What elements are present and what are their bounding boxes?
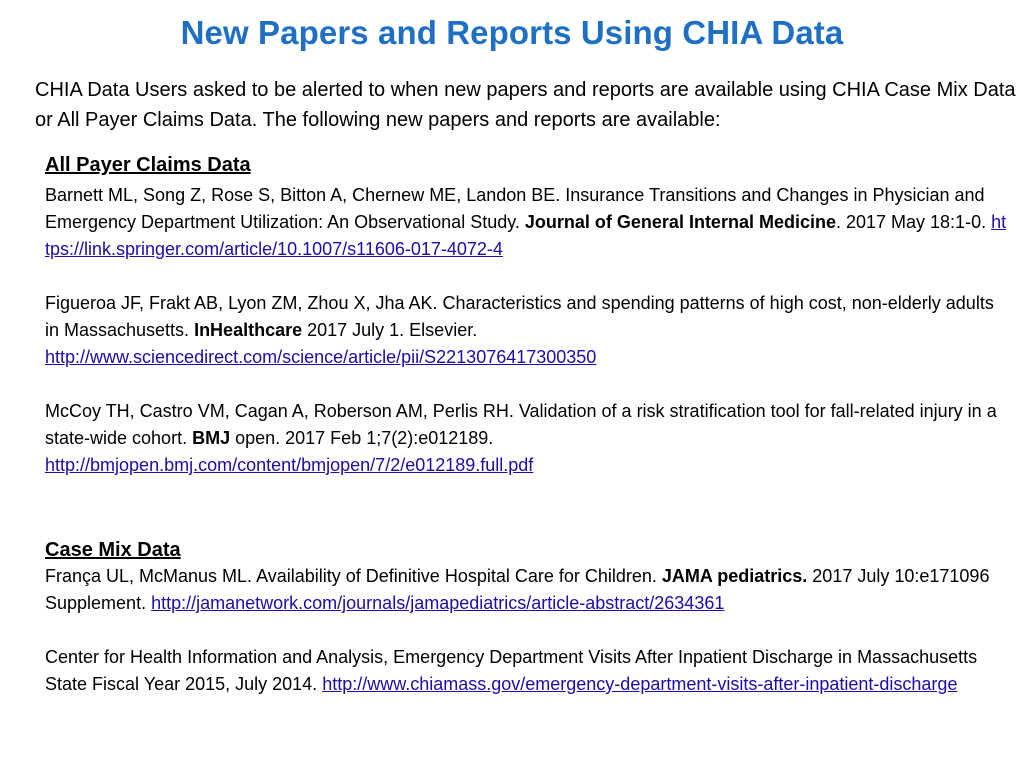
reference-journal: InHealthcare	[194, 320, 303, 340]
reference-journal: Journal of General Internal Medicine	[524, 212, 836, 232]
reference-link[interactable]: http://www.chiamass.gov/emergency-department-visits-after-inpatient-discharge	[322, 674, 958, 694]
reference-item	[45, 644, 1010, 698]
reference-journal: BMJ	[192, 428, 231, 448]
reference-details: 2017 July 1. Elsevier.	[302, 320, 478, 340]
reference-item	[45, 182, 1010, 263]
reference-link[interactable]: http://bmjopen.bmj.com/content/bmjopen/7/2/e012189.full.pdf	[45, 455, 534, 475]
reference-item	[45, 563, 1010, 617]
section-heading: All Payer Claims Data	[45, 154, 251, 176]
section-heading: Case Mix Data	[45, 539, 181, 561]
section-all-payer-claims	[45, 152, 1010, 506]
reference-details: . 2017 May 18:1-0.	[835, 212, 992, 232]
reference-details: open. 2017 Feb 1;7(2):e012189.	[230, 428, 494, 448]
reference-authors-title: Barnett ML, Song Z, Rose S, Bitton A, Chernew ME, Landon BE. Insurance Transitions and Changes in Physician and Emergency Department Utilization: An Observational Study.	[45, 185, 985, 232]
reference-link[interactable]: https://link.springer.com/article/10.1007/s11606-017-4072-4	[45, 212, 1007, 259]
reference-authors-title: Figueroa JF, Frakt AB, Lyon ZM, Zhou X, Jha AK. Characteristics and spending patterns of high cost, non-elderly adults in Massachusetts.	[45, 293, 994, 340]
reference-link[interactable]: http://jamanetwork.com/journals/jamapediatrics/article-abstract/2634361	[151, 593, 725, 613]
reference-authors-title: McCoy TH, Castro VM, Cagan A, Roberson AM, Perlis RH. Validation of a risk stratification tool for fall-related injury in a state-wide cohort.	[45, 401, 997, 448]
reference-details: 2017 July 10:e171096 Supplement.	[45, 566, 990, 613]
reference-item	[45, 398, 1010, 479]
intro-paragraph: CHIA Data Users asked to be alerted to when new papers and reports are available using CHIA Case Mix Data or All Payer Claims Data. The following new papers and reports are available:	[35, 79, 1016, 131]
reference-authors-title: França UL, McManus ML. Availability of Definitive Hospital Care for Children.	[45, 566, 662, 586]
reference-link[interactable]: http://www.sciencedirect.com/science/article/pii/S2213076417300350	[45, 347, 597, 367]
section-case-mix	[45, 537, 1010, 725]
reference-authors-title: Center for Health Information and Analysis, Emergency Department Visits After Inpatient Discharge in Massachusetts State Fiscal Year 2015, July 2014.	[45, 647, 978, 694]
reference-item	[45, 290, 1010, 371]
page-title: New Papers and Reports Using CHIA Data	[180, 14, 844, 51]
reference-journal: JAMA pediatrics.	[661, 566, 808, 586]
